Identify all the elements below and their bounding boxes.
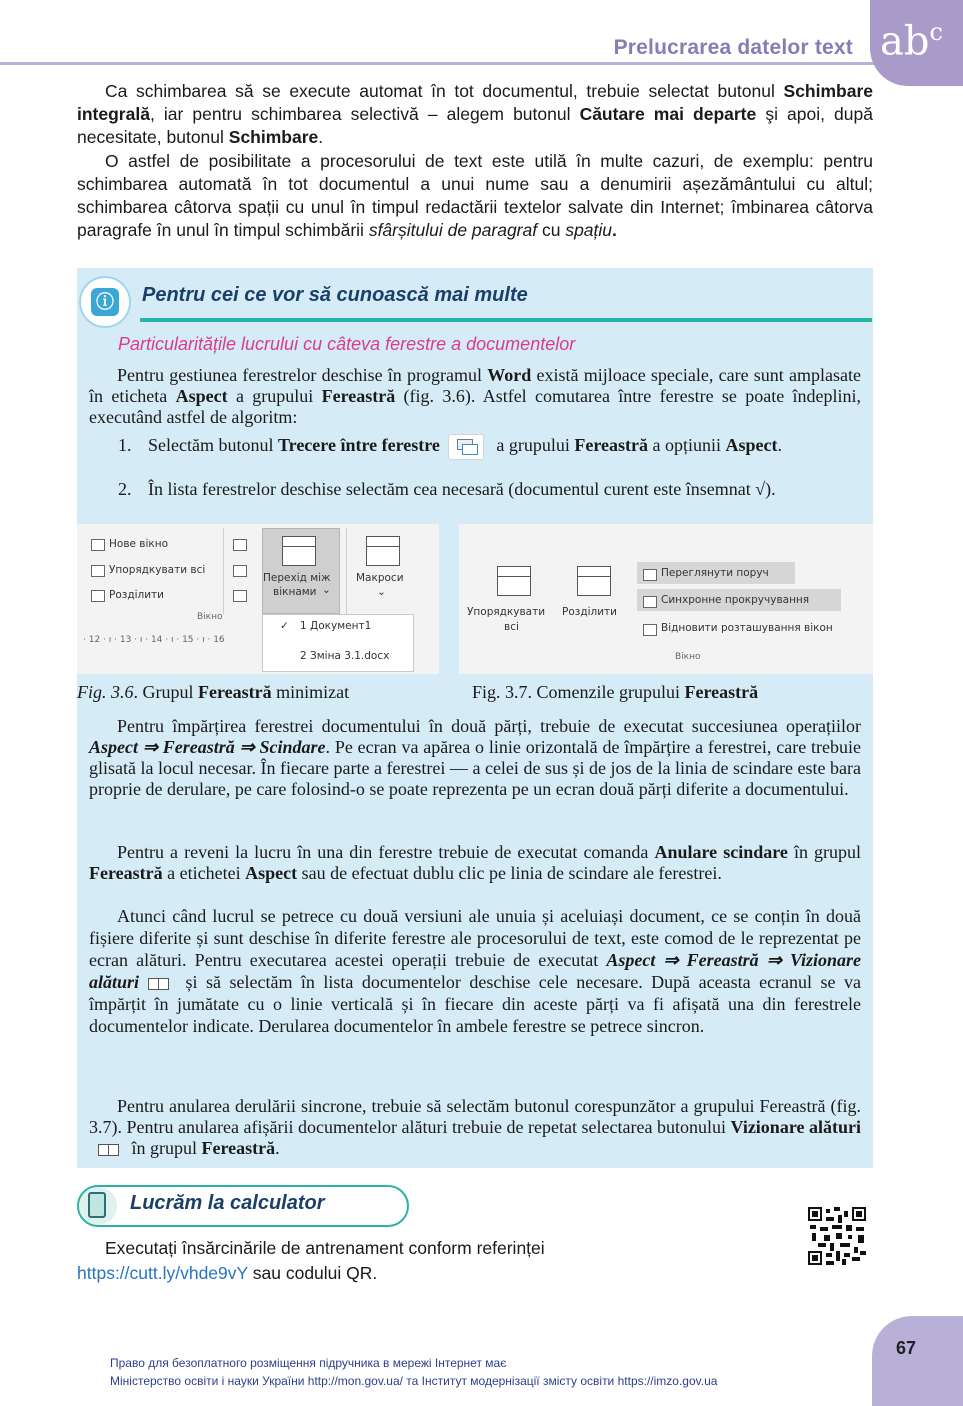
split-button[interactable]: Розділити	[562, 606, 617, 618]
side-by-side-button[interactable]: Переглянути поруч	[661, 567, 769, 579]
reset-position-icon[interactable]	[233, 590, 247, 602]
computer-section-title: Lucrăm la calculator	[130, 1192, 325, 1214]
footer-rights-line-1: Право для безоплатного розміщення підручника в мережі Інтернет має	[110, 1356, 507, 1370]
figure-3-6-screenshot	[77, 524, 439, 674]
info-box-title: Pentru cei ce vor să cunoască mai multe	[142, 284, 528, 306]
new-window-button[interactable]: Нове вікно	[109, 538, 169, 550]
page-header-title: Prelucrarea datelor text	[613, 36, 853, 59]
footer-rights-line-2: Міністерство освіти і науки України http://mon.gov.ua/ та Інститут модернізації змісту освіти https://imzo.gov.ua	[110, 1374, 718, 1388]
split-icon	[91, 590, 105, 602]
page-number: 67	[896, 1338, 917, 1358]
figure-3-7-screenshot	[459, 524, 873, 674]
chapter-tab-logo: $ab^c$	[880, 18, 943, 65]
info-paragraph-4: Atunci când lucrul se petrece cu două versiuni ale unuia și aceluiași document, ce se conțin în două fișiere diferite și sunt deschise în diferite ferestre ale procesorului de text, este comod de le reprezentat pe ecran alături. Pentru executarea acestei operații trebuie de executat Aspect ⇒ Fereastră ⇒ Vizionare alături și să selectăm în lista documentelor deschise cele necesare. După aceasta ecranul se va împărțit în jumătate cu o linie verticală și în fiecare din aceste părți va fi afișată una din ferestrele documentelor indicate. Derularea documentelor în ambele ferestre se petrece sincron.	[89, 906, 861, 1036]
sync-scroll-button[interactable]: Синхронне прокручування	[661, 594, 810, 606]
arrange-all-label-2[interactable]: всі	[504, 621, 519, 633]
switch-windows-label-2: вікнами	[273, 586, 317, 598]
intro-paragraph-1: Ca schimbarea să se execute automat în tot documentul, trebuie selectat butonul Schimbare integrală, iar pentru schimbarea selectivă – alegem butonul Căutare mai departe şi apoi, după necesitate, butonul Schimbare.	[77, 81, 873, 147]
step-1: 1. Selectăm butonul Trecere între ferestre a grupului Fereastră a opțiunii Aspect.	[118, 434, 861, 460]
header-divider	[0, 62, 880, 65]
step-2: 2. În lista ferestrelor deschise selectăm cea necesară (documentul curent este însemnat √).	[118, 479, 776, 499]
macros-button[interactable]: Макроси	[356, 572, 404, 584]
arrange-all-label-1[interactable]: Упорядкувати	[467, 606, 546, 618]
ruler: · 12 · ı · 13 · ı · 14 · ı · 15 · ı · 16	[83, 635, 225, 645]
switch-windows-big-icon	[282, 536, 316, 566]
arrange-all-icon	[497, 566, 531, 596]
split-button[interactable]: Розділити	[109, 589, 164, 601]
info-paragraph-1: Pentru gestiunea ferestrelor deschise în programul Word există mijloace speciale, care sunt amplasate în eticheta Aspect a grupului Fereastră (fig. 3.6). Astfel comutarea între ferestre se poate îndeplini, executând astfel de algoritm:	[89, 365, 861, 427]
arrange-all-icon	[91, 565, 105, 577]
side-by-side-icon	[643, 569, 657, 581]
window-item-doc2[interactable]: 2 Зміна 3.1.docx	[300, 650, 390, 662]
arrange-all-button[interactable]: Упорядкувати всі	[109, 564, 206, 576]
switch-windows-icon	[448, 434, 484, 460]
computer-instructions: Executați însărcinările de antrenament conform referinței https://cutt.ly/vhde9vY sau codului QR.	[77, 1238, 545, 1283]
sync-scroll-icon	[643, 596, 657, 608]
qr-code-image[interactable]	[808, 1207, 866, 1265]
view-side-by-side-icon	[145, 976, 171, 992]
ribbon-divider	[346, 528, 347, 614]
macros-icon	[366, 536, 400, 566]
page-number-tab	[872, 1316, 963, 1406]
sync-scroll-icon[interactable]	[233, 565, 247, 577]
ribbon-divider	[223, 528, 224, 614]
info-box-underline	[140, 318, 872, 322]
tablet-icon	[88, 1192, 106, 1218]
info-paragraph-5: Pentru anularea derulării sincrone, trebuie să selectăm butonul corespunzător a grupului Fereastră (fig. 3.7). Pentru anularea afișării documentelor alături trebuie de repetat selectarea butonului Vizionare alături în grupul Fereastră.	[89, 1096, 861, 1158]
info-paragraph-2: Pentru împărțirea ferestrei documentului în două părți, trebuie de executat succesiunea operațiilor Aspect ⇒ Fereastră ⇒ Scindare. Pe ecran va apărea o linie orizontală de împărțire a ferestrei, care trebuie glisată la locul necesar. În fiecare parte a ferestrei — a celei de sus și de jos de la linia de scindare este bara proprie de derulare, pe care folosind-o se poate reprezenta pe un ecran două părți diferite a documentului.	[89, 716, 861, 799]
chevron-down-icon: ⌄	[322, 584, 331, 596]
checkmark-icon: ✓	[280, 620, 289, 632]
chevron-down-icon: ⌄	[377, 586, 386, 598]
caption-fig-3-6: Fig. 3.6. Grupul Fereastră minimizat	[77, 682, 350, 702]
window-item-doc1[interactable]: 1 Документ1	[300, 620, 372, 632]
switch-windows-label-1: Перехід між	[263, 572, 331, 584]
view-side-by-side-icon[interactable]	[233, 539, 247, 551]
caption-fig-3-7: Fig. 3.7. Comenzile grupului Fereastră	[472, 682, 759, 702]
view-side-by-side-icon	[95, 1142, 121, 1158]
book-info-icon: ⓘ	[91, 288, 119, 316]
group-label: Вікно	[197, 612, 223, 622]
intro-paragraph-2: O astfel de posibilitate a procesorului de text este utilă în multe cazuri, de exemplu: pentru schimbarea automată în tot documentul a unui nume sau a denumirii așezământului cu altul; schimbarea câtorva spații cu unul în timpul redactării textelor salvate din Internet; îmbinarea câtorva paragrafe în unul în timpul schimbării sfârșitului de paragraf cu spațiu.	[77, 151, 873, 240]
info-paragraph-3: Pentru a reveni la lucru în una din ferestre trebuie de executat comanda Anulare scindare în grupul Fereastră a etichetei Aspect sau de efectuat dublu clic pe linia de scindare ale ferestrei.	[89, 842, 861, 883]
reset-position-icon	[643, 624, 657, 636]
new-window-icon	[91, 539, 105, 551]
group-label: Вікно	[675, 652, 701, 662]
reset-position-button[interactable]: Відновити розташування вікон	[661, 622, 833, 634]
split-icon	[577, 566, 611, 596]
info-box-subtitle: Particularitățile lucrului cu câteva ferestre a documentelor	[118, 334, 576, 354]
exercise-link[interactable]: https://cutt.ly/vhde9vY	[77, 1263, 248, 1283]
